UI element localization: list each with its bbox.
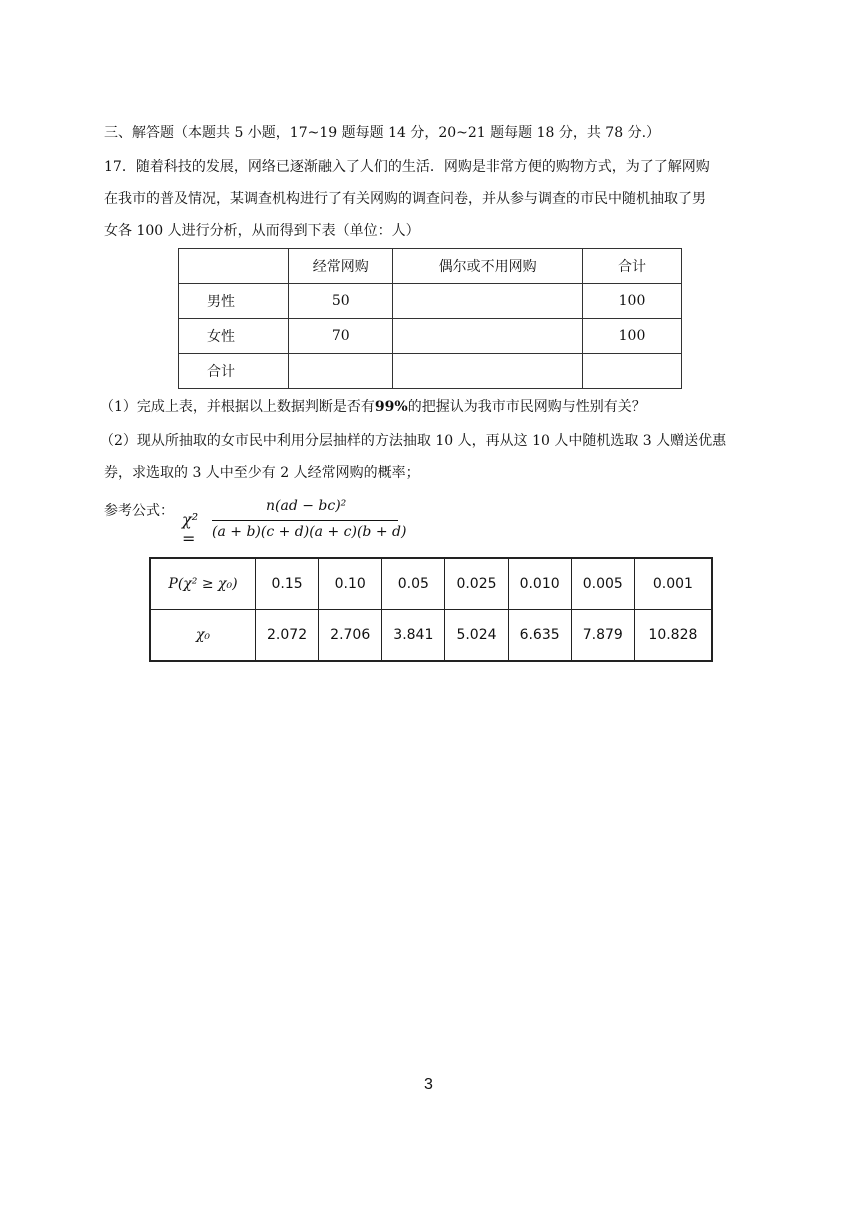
survey-cell xyxy=(289,354,393,389)
probability-cell: 0.001 xyxy=(634,558,712,610)
formula-denominator: (a + b)(c + d)(a + c)(b + d) xyxy=(212,524,407,540)
critical-value-cell: 2.706 xyxy=(319,610,382,662)
formula-label: 参考公式： xyxy=(104,503,174,519)
critical-value-cell: 6.635 xyxy=(508,610,571,662)
probability-cell: 0.005 xyxy=(571,558,634,610)
critical-value-cell: 10.828 xyxy=(634,610,712,662)
survey-cell xyxy=(393,354,583,389)
survey-row-female xyxy=(179,319,682,354)
question-1-pre: （1）完成上表，并根据以上数据判断是否有 xyxy=(100,399,375,415)
critical-value-cell: 5.024 xyxy=(445,610,508,662)
probability-row xyxy=(150,558,712,610)
survey-header-cell: 偶尔或不用网购 xyxy=(393,249,583,284)
probability-row-header: P(χ² ≥ χ₀) xyxy=(150,558,256,610)
question-2-line-1: （2）现从所抽取的女市民中利用分层抽样的方法抽取 10 人，再从这 10 人中随机选取 3 人赠送优惠 xyxy=(100,433,727,449)
survey-cell: 100 xyxy=(582,284,681,319)
survey-row-label: 男性 xyxy=(179,284,289,319)
problem-text-line-2: 在我市的普及情况，某调查机构进行了有关网购的调查问卷，并从参与调查的市民中随机抽取了男 xyxy=(104,191,706,207)
probability-cell: 0.025 xyxy=(445,558,508,610)
critical-value-table xyxy=(149,557,713,662)
formula-lhs: χ² = xyxy=(182,510,199,548)
probability-cell: 0.05 xyxy=(382,558,445,610)
probability-cell: 0.10 xyxy=(319,558,382,610)
survey-row-total xyxy=(179,354,682,389)
critical-value-cell: 2.072 xyxy=(256,610,319,662)
survey-row-male xyxy=(179,284,682,319)
problem-text-line-3: 女各 100 人进行分析，从而得到下表（单位：人） xyxy=(104,223,420,239)
survey-row-label: 女性 xyxy=(179,319,289,354)
survey-cell: 70 xyxy=(289,319,393,354)
question-1 xyxy=(100,396,646,416)
survey-cell xyxy=(393,284,583,319)
survey-cell xyxy=(582,354,681,389)
critical-value-row xyxy=(150,610,712,662)
probability-cell: 0.15 xyxy=(256,558,319,610)
survey-header-cell xyxy=(179,249,289,284)
critical-value-cell: 7.879 xyxy=(571,610,634,662)
problem-text-line-1: 17．随着科技的发展，网络已逐渐融入了人们的生活．网购是非常方便的购物方式，为了了解网购 xyxy=(104,159,710,175)
probability-cell: 0.010 xyxy=(508,558,571,610)
page-number: 3 xyxy=(424,1076,433,1093)
survey-table xyxy=(178,248,682,389)
survey-header-row xyxy=(179,249,682,284)
formula-numerator: n(ad − bc)² xyxy=(266,498,347,514)
survey-header-cell: 合计 xyxy=(582,249,681,284)
survey-cell xyxy=(393,319,583,354)
survey-cell: 50 xyxy=(289,284,393,319)
question-1-post: 的把握认为我市市民网购与性别有关？ xyxy=(407,399,646,415)
fraction-bar xyxy=(212,520,398,521)
survey-row-label: 合计 xyxy=(179,354,289,389)
question-2-line-2: 券，求选取的 3 人中至少有 2 人经常网购的概率； xyxy=(104,465,420,481)
section-heading: 三、解答题（本题共 5 小题，17~19 题每题 14 分，20~21 题每题 18 分，共 78 分.） xyxy=(104,125,661,141)
survey-header-cell: 经常网购 xyxy=(289,249,393,284)
critical-value-row-header: χ₀ xyxy=(150,610,256,662)
survey-cell: 100 xyxy=(582,319,681,354)
question-1-percent: 99% xyxy=(374,399,408,415)
critical-value-cell: 3.841 xyxy=(382,610,445,662)
